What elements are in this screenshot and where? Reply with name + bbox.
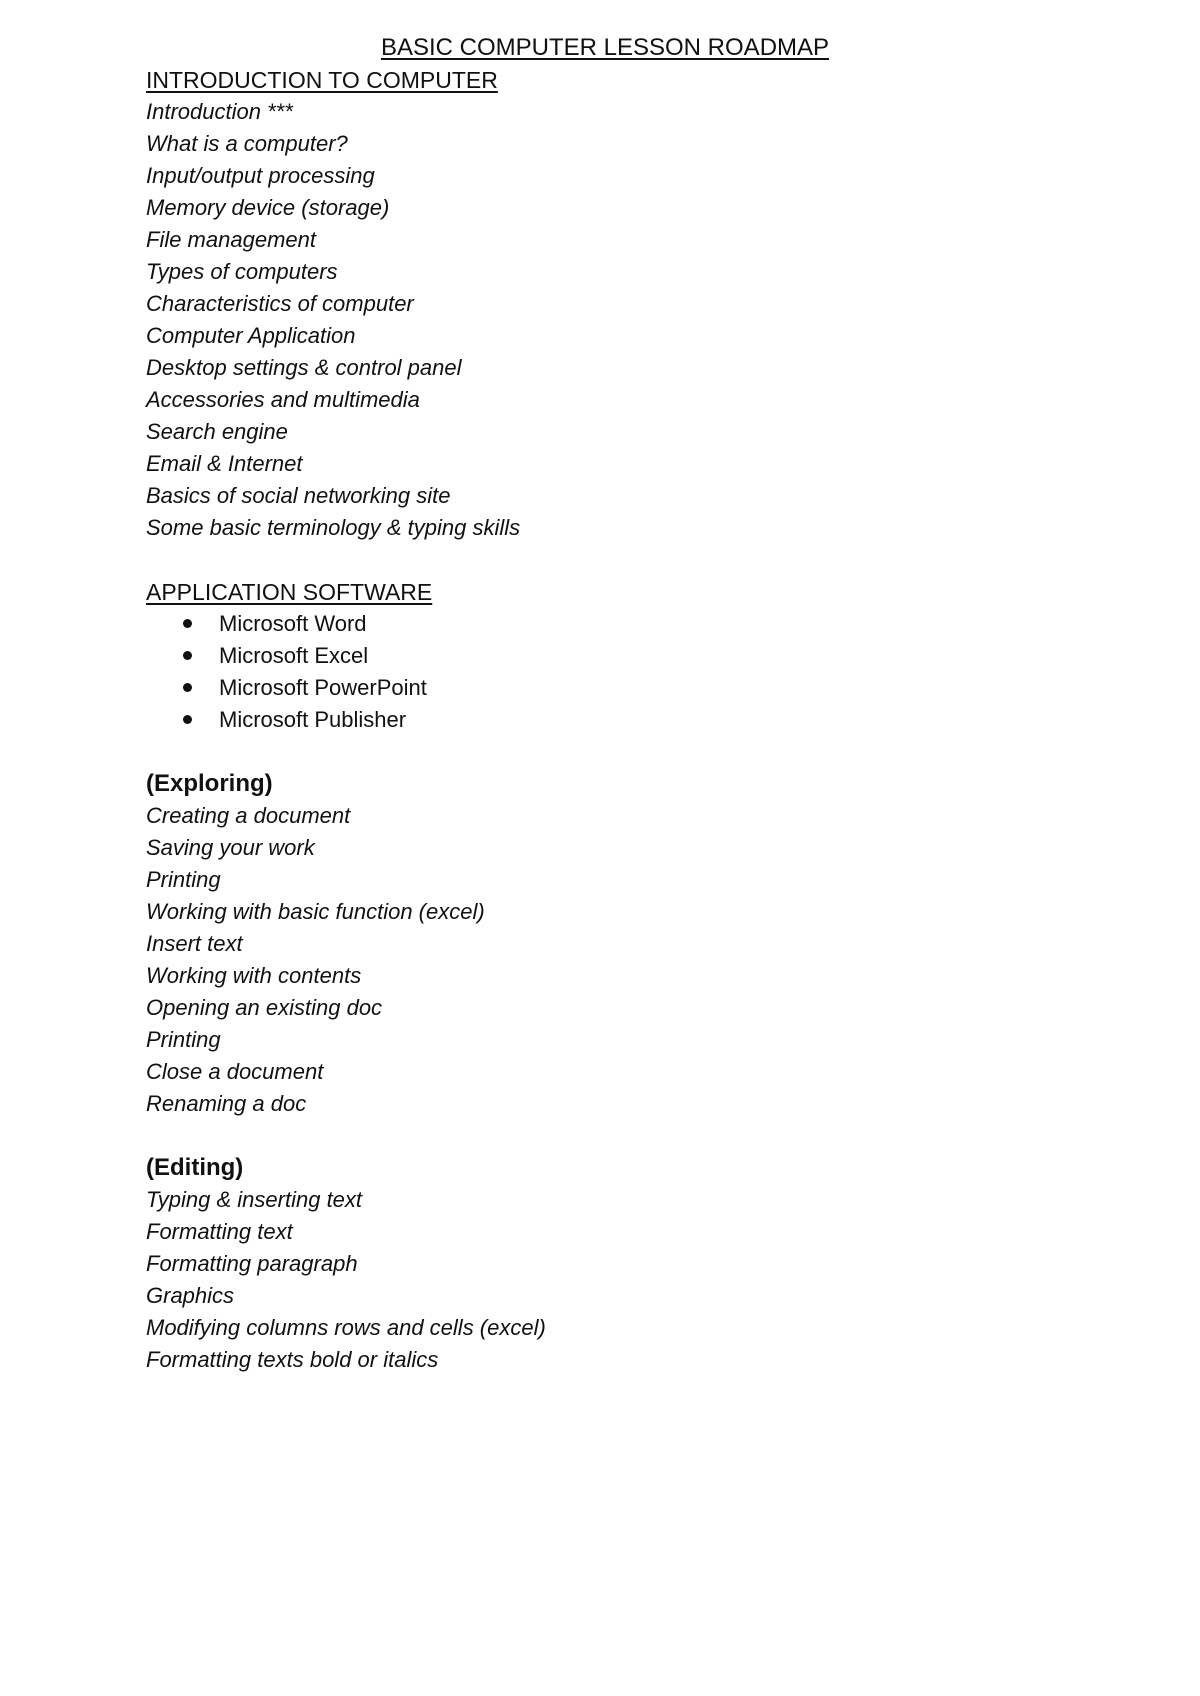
exploring-item: Printing [146, 1027, 221, 1052]
intro-item: Memory device (storage) [146, 195, 390, 220]
software-list-item [146, 640, 546, 672]
exploring-item: Opening an existing doc [146, 995, 383, 1020]
editing-item: Formatting paragraph [146, 1251, 358, 1276]
editing-section [146, 1152, 546, 1376]
software-list-item [146, 608, 546, 640]
intro-item: Some basic terminology & typing skills [146, 515, 521, 540]
exploring-section [146, 768, 546, 1120]
editing-item: Modifying columns rows and cells (excel) [146, 1315, 546, 1340]
exploring-item: Renaming a doc [146, 1091, 307, 1116]
intro-item: Email & Internet [146, 451, 303, 476]
editing-item: Typing & inserting text [146, 1187, 363, 1212]
intro-item: Search engine [146, 419, 288, 444]
intro-section [146, 64, 546, 544]
intro-item: Basics of social networking site [146, 483, 451, 508]
software-heading: APPLICATION SOFTWARE [146, 579, 433, 605]
editing-item: Graphics [146, 1283, 235, 1308]
exploring-item: Saving your work [146, 835, 315, 860]
spacer [146, 1120, 546, 1152]
exploring-item: Printing [146, 867, 221, 892]
software-item-label: Microsoft Publisher [219, 707, 407, 732]
exploring-heading: (Exploring) [146, 770, 273, 797]
intro-item: What is a computer? [146, 131, 348, 156]
spacer [146, 736, 546, 768]
exploring-item: Working with basic function (excel) [146, 899, 485, 924]
editing-item: Formatting texts bold or italics [146, 1347, 439, 1372]
software-item-label: Microsoft PowerPoint [219, 675, 427, 700]
intro-item: Introduction *** [146, 99, 293, 124]
software-item-label: Microsoft Excel [219, 643, 369, 668]
document-body [146, 64, 546, 1376]
intro-item: Types of computers [146, 259, 338, 284]
exploring-item: Close a document [146, 1059, 324, 1084]
intro-item: Characteristics of computer [146, 291, 414, 316]
intro-item: Input/output processing [146, 163, 375, 188]
exploring-item: Insert text [146, 931, 243, 956]
spacer [146, 544, 546, 576]
intro-heading: INTRODUCTION TO COMPUTER [146, 67, 498, 93]
intro-item: Accessories and multimedia [146, 387, 420, 412]
bullet-icon [183, 683, 192, 692]
exploring-item: Working with contents [146, 963, 362, 988]
software-list [146, 608, 546, 736]
intro-item: Desktop settings & control panel [146, 355, 462, 380]
software-item-label: Microsoft Word [219, 611, 367, 636]
intro-item: File management [146, 227, 316, 252]
editing-item: Formatting text [146, 1219, 293, 1244]
software-list-item [146, 704, 546, 736]
software-section [146, 576, 546, 736]
document-title: BASIC COMPUTER LESSON ROADMAP [380, 34, 830, 61]
editing-heading: (Editing) [146, 1154, 244, 1181]
bullet-icon [183, 619, 192, 628]
exploring-item: Creating a document [146, 803, 351, 828]
bullet-icon [183, 715, 192, 724]
software-list-item [146, 672, 546, 704]
bullet-icon [183, 651, 192, 660]
intro-item: Computer Application [146, 323, 356, 348]
